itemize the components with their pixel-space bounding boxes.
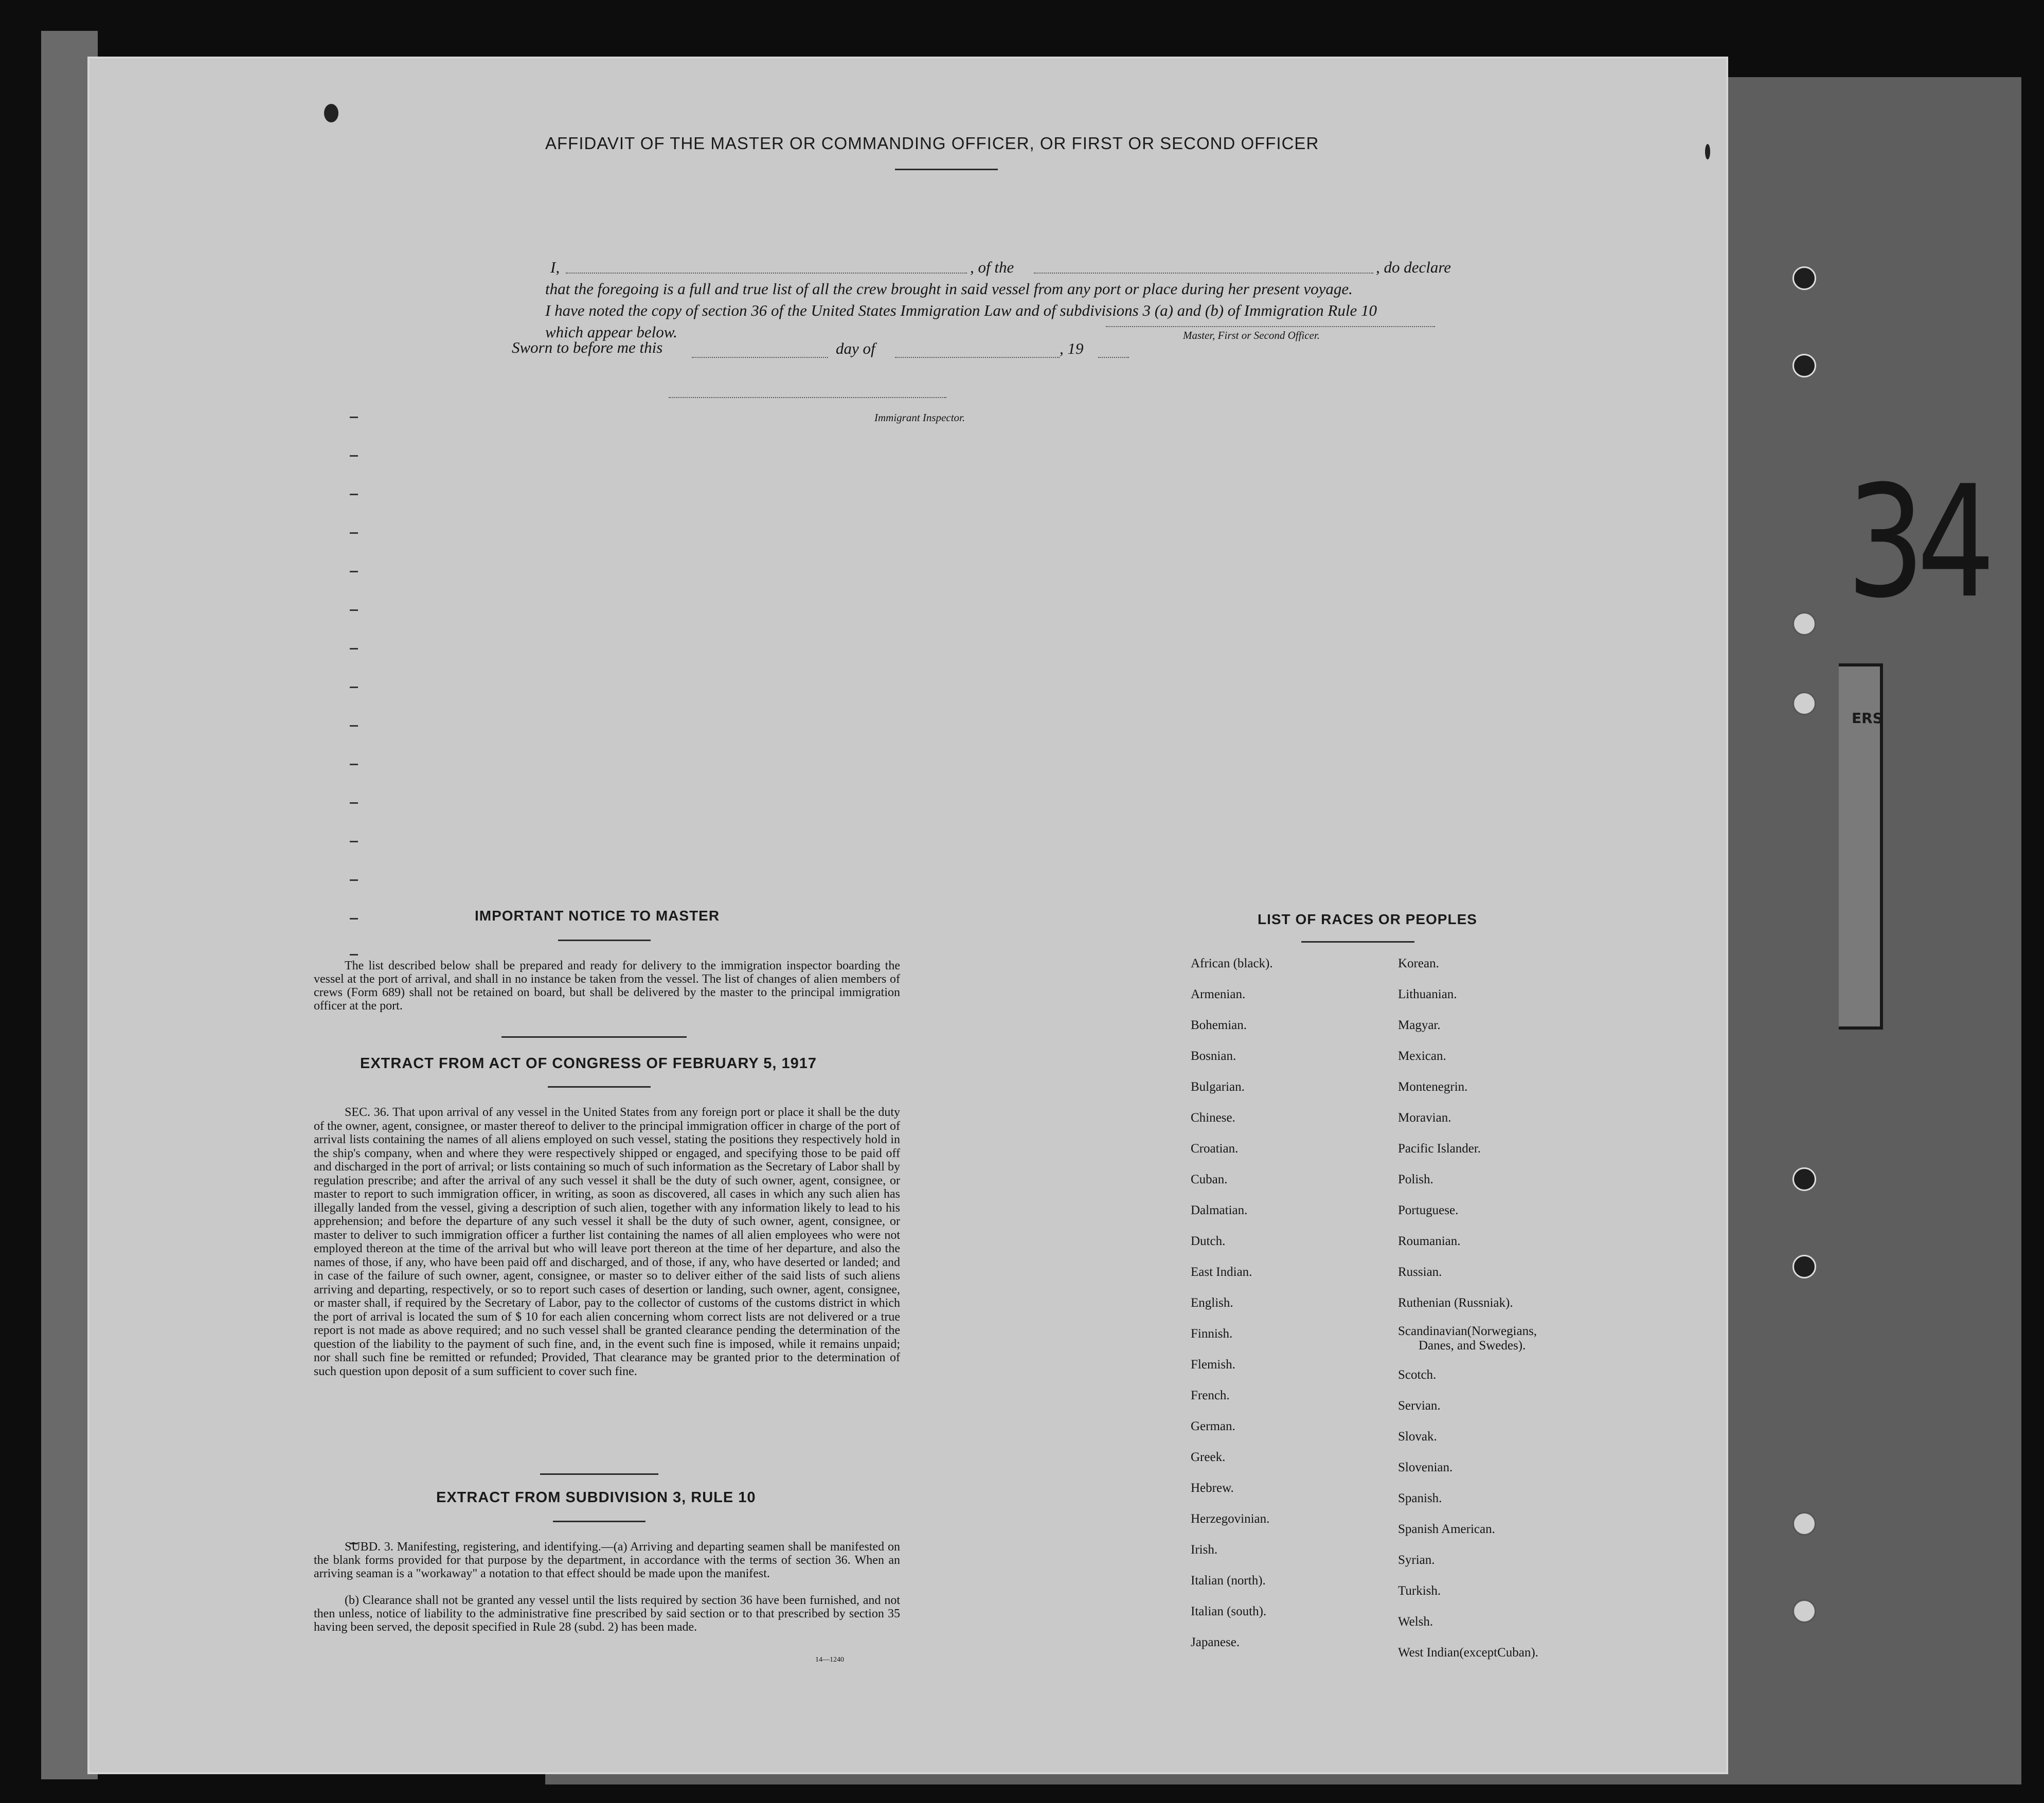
handwritten-page-number: 34 — [1846, 453, 1987, 632]
inspector-signature-line[interactable] — [669, 396, 946, 398]
race-item: Russian. — [1398, 1265, 1442, 1279]
margin-tick — [350, 571, 358, 572]
race-item: Dalmatian. — [1191, 1203, 1248, 1217]
inspector-label: Immigrant Inspector. — [874, 411, 965, 424]
ink-mark — [1705, 144, 1710, 159]
sworn-month-line[interactable] — [895, 356, 1060, 358]
binder-hole-empty — [1792, 692, 1816, 715]
affidavit-do-declare: , do declare — [1376, 258, 1451, 276]
race-item: Welsh. — [1398, 1615, 1433, 1629]
affidavit-i-label: I, — [550, 258, 560, 276]
margin-tick — [350, 648, 358, 650]
binder-hole-empty — [1792, 1512, 1816, 1536]
race-item: Chinese. — [1191, 1111, 1235, 1125]
affidavit-of-the: , of the — [970, 258, 1014, 276]
race-item: Italian (north). — [1191, 1574, 1266, 1588]
title-rule — [895, 169, 998, 170]
punch-mark — [324, 104, 338, 122]
race-item: Irish. — [1191, 1543, 1218, 1557]
race-item: Croatian. — [1191, 1142, 1239, 1156]
race-item: Dutch. — [1191, 1234, 1226, 1248]
race-item: Korean. — [1398, 957, 1439, 970]
race-item: Cuban. — [1191, 1173, 1228, 1186]
race-item: Spanish American. — [1398, 1522, 1495, 1536]
race-item: Polish. — [1398, 1173, 1433, 1186]
underlying-form-label: ERS — [1852, 710, 1883, 727]
binder-hole — [1792, 266, 1816, 290]
races-rule — [1301, 941, 1414, 943]
margin-tick — [350, 609, 358, 611]
race-item: Armenian. — [1191, 987, 1246, 1001]
race-item: Scandinavian(Norwegians, — [1398, 1324, 1537, 1338]
sworn-label: Sworn to before me this — [512, 338, 663, 356]
race-item: Portuguese. — [1398, 1203, 1459, 1217]
races-title: LIST OF RACES OR PEOPLES — [1258, 911, 1477, 927]
act-text: SEC. 36. That upon arrival of any vessel in the United States from any foreign port or place it shall be the duty of the owner, agent, consignee, or master thereof to deliver to the principal immigration officer in charge of the port of arrival lists containing the names of all aliens employed on such vessel, stating the positions they respectively hold in the ship's company, when and where they were respectively shipped or engaged, and specifying those to be paid off and discharged in the port of arrival; or lists containing so much of such information as the Secretary of Labor shall by regulation prescribe; and after the arrival of any such vessel it shall be the duty of such owner, agent, consignee, or master to report to such immigration officer, in writing, as soon as discovered, all cases in which any such alien has illegally landed from the vessel, giving a description of such alien, together with any information likely to lead to his apprehension; and before the departure of any such vessel it shall be the duty of such owner, agent, consignee, or master to deliver to such immigration officer a further list containing the names of all alien employees who were not employed thereon at the time of the arrival but who will leave port thereon at the time of her departure, and also the names of those, if any, who have been paid off and discharged, and of those, if any, who have deserted or landed; and in case of the failure of such owner, agent, consignee, or master so to deliver either of the said lists of such aliens arriving and departing, respectively, or so to report such cases of desertion or landing, such owner, agent, consignee, or master shall, if required by the Secretary of Labor, pay to the collector of customs of the customs district in which the port of arrival is located the sum of $ 10 for each alien concerning whom correct lists are not delivered or a true report is not made as above required; and no such vessel shall be granted clearance pending the determination of the question of the liability to the payment of such fine, and, in the event such fine is imposed, while it remains unpaid; nor shall such fine be remitted or refunded; Provided, That clearance may be granted prior to the determination of such question upon deposit of a sum sufficient to cover such fine. — [314, 1106, 900, 1378]
margin-tick — [350, 687, 358, 688]
vessel-name-line[interactable] — [1034, 272, 1373, 274]
rule-title: EXTRACT FROM SUBDIVISION 3, RULE 10 — [436, 1489, 756, 1506]
sworn-year-line[interactable] — [1098, 356, 1129, 358]
race-item: Hebrew. — [1191, 1481, 1234, 1495]
margin-tick — [350, 455, 358, 457]
margin-tick — [350, 954, 358, 955]
race-item: Spanish. — [1398, 1491, 1442, 1505]
race-item: English. — [1191, 1296, 1233, 1310]
master-signature-line[interactable] — [1106, 325, 1435, 327]
notice-separator — [501, 1036, 687, 1038]
margin-tick — [350, 417, 358, 418]
margin-tick — [350, 802, 358, 804]
race-item: Ruthenian (Russniak). — [1398, 1296, 1513, 1310]
race-item: Servian. — [1398, 1399, 1441, 1413]
race-item: Danes, and Swedes). — [1419, 1339, 1526, 1353]
race-item: Bulgarian. — [1191, 1080, 1245, 1094]
master-signature-label: Master, First or Second Officer. — [1183, 329, 1320, 341]
rule-text-b: (b) Clearance shall not be granted any vessel until the lists required by section 36 have been furnished, and not then unless, notice of liability to the administrative fine prescribed by said section or to that prescribed by section 35 having been served, the deposit specified in Rule 28 (subd. 2) has been made. — [314, 1594, 900, 1634]
form-page — [87, 57, 1728, 1774]
affidavit-line-2: that the foregoing is a full and true list of all the crew brought in said vessel from any port or place during her present voyage. — [545, 280, 1353, 298]
affidavit-line-4: which appear below. — [545, 323, 677, 341]
race-item: African (black). — [1191, 957, 1273, 970]
race-item: Bosnian. — [1191, 1049, 1236, 1063]
notice-title: IMPORTANT NOTICE TO MASTER — [475, 908, 720, 924]
race-item: Roumanian. — [1398, 1234, 1461, 1248]
rule-rule — [553, 1521, 646, 1522]
officer-name-line[interactable] — [566, 272, 967, 274]
binder-hole — [1792, 354, 1816, 377]
rule-text-a: SUBD. 3. Manifesting, registering, and identifying.—(a) Arriving and departing seamen shall be manifested on the blank forms provided for that purpose by the department, in accordance with the terms of section 36. When an arriving seaman is a "workaway" a notation to that effect should be made upon the manifest. — [314, 1540, 900, 1580]
binder-hole-empty — [1792, 1599, 1816, 1623]
act-separator — [540, 1473, 658, 1475]
race-item: Japanese. — [1191, 1635, 1240, 1649]
race-item: Herzegovinian. — [1191, 1512, 1270, 1526]
affidavit-title: AFFIDAVIT OF THE MASTER OR COMMANDING OFFICER, OR FIRST OR SECOND OFFICER — [545, 134, 1319, 153]
race-item: Pacific Islander. — [1398, 1142, 1481, 1156]
race-item: Lithuanian. — [1398, 987, 1457, 1001]
binder-hole — [1792, 1167, 1816, 1191]
race-item: Mexican. — [1398, 1049, 1446, 1063]
act-rule — [548, 1086, 651, 1088]
race-item: Flemish. — [1191, 1358, 1235, 1372]
margin-tick — [350, 725, 358, 727]
act-title: EXTRACT FROM ACT OF CONGRESS OF FEBRUARY 5, 1917 — [360, 1055, 817, 1072]
race-item: Finnish. — [1191, 1327, 1233, 1341]
race-item: West Indian(exceptCuban). — [1398, 1646, 1538, 1660]
race-item: French. — [1191, 1389, 1230, 1402]
form-code: 14—1240 — [815, 1656, 844, 1664]
race-item: Bohemian. — [1191, 1018, 1247, 1032]
race-item: Turkish. — [1398, 1584, 1441, 1598]
sworn-day-line[interactable] — [692, 356, 828, 358]
race-item: Scotch. — [1398, 1368, 1437, 1382]
race-item: Syrian. — [1398, 1553, 1435, 1567]
affidavit-line-3: I have noted the copy of section 36 of the United States Immigration Law and of subdivisions 3 (a) and (b) of Immigration Rule 10 — [545, 301, 1377, 319]
margin-tick — [350, 764, 358, 765]
margin-tick — [350, 532, 358, 534]
binder-hole-empty — [1792, 612, 1816, 636]
margin-tick — [350, 918, 358, 919]
day-of-label: day of — [836, 339, 875, 357]
race-item: Slovenian. — [1398, 1461, 1453, 1474]
notice-text: The list described below shall be prepared and ready for delivery to the immigration inspector boarding the vessel at the port of arrival, and shall in no instance be taken from the vessel. The list of changes of alien members of crews (Form 689) shall not be retained on board, but shall be delivered by the master to the principal immigration officer at the port. — [314, 959, 900, 1013]
race-item: Greek. — [1191, 1450, 1226, 1464]
binder-hole — [1792, 1255, 1816, 1278]
margin-tick — [350, 879, 358, 881]
race-item: Magyar. — [1398, 1018, 1441, 1032]
race-item: Italian (south). — [1191, 1604, 1267, 1618]
race-item: Slovak. — [1398, 1430, 1437, 1444]
race-item: Montenegrin. — [1398, 1080, 1468, 1094]
race-item: German. — [1191, 1419, 1235, 1433]
margin-tick — [350, 494, 358, 495]
year-label: , 19 — [1060, 339, 1084, 357]
race-item: East Indian. — [1191, 1265, 1252, 1279]
race-item: Moravian. — [1398, 1111, 1451, 1125]
notice-rule — [558, 940, 651, 941]
margin-tick — [350, 841, 358, 842]
